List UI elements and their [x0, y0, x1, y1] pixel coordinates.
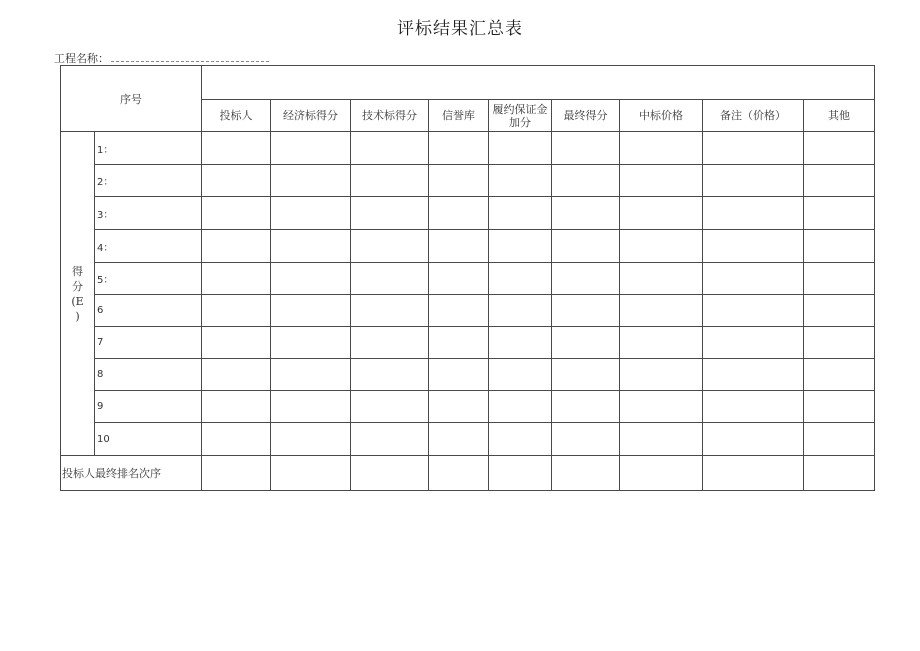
score-cell[interactable]	[271, 327, 351, 359]
column-header: 中标价格	[620, 100, 703, 132]
score-cell[interactable]	[202, 132, 271, 165]
column-header: 备注（价格）	[703, 100, 804, 132]
score-cell[interactable]	[429, 423, 489, 456]
score-cell[interactable]	[804, 230, 875, 263]
row-number: 10	[95, 423, 202, 456]
table-row	[61, 165, 875, 197]
score-cell[interactable]	[429, 230, 489, 263]
score-cell[interactable]	[620, 132, 703, 165]
score-cell[interactable]	[620, 165, 703, 197]
score-cell[interactable]	[620, 391, 703, 423]
score-cell[interactable]	[489, 391, 552, 423]
score-cell[interactable]	[703, 230, 804, 263]
score-cell[interactable]	[703, 423, 804, 456]
score-cell[interactable]	[489, 165, 552, 197]
score-cell[interactable]	[271, 391, 351, 423]
score-cell[interactable]	[804, 197, 875, 230]
score-cell[interactable]	[552, 197, 620, 230]
score-cell[interactable]	[552, 165, 620, 197]
project-name-field	[54, 50, 269, 66]
score-cell[interactable]	[489, 132, 552, 165]
score-cell[interactable]	[429, 263, 489, 295]
score-cell[interactable]	[351, 263, 429, 295]
seq-header: 序号	[61, 66, 202, 132]
score-cell[interactable]	[202, 165, 271, 197]
column-header: 履约保证金加分	[489, 100, 552, 132]
score-cell[interactable]	[620, 359, 703, 391]
score-cell[interactable]	[620, 295, 703, 327]
row-number: 4：	[95, 230, 202, 263]
table-row	[61, 132, 875, 165]
score-cell[interactable]	[271, 197, 351, 230]
score-group-label	[61, 132, 95, 456]
score-cell[interactable]	[202, 359, 271, 391]
score-cell[interactable]	[552, 359, 620, 391]
score-cell[interactable]	[271, 295, 351, 327]
score-cell[interactable]	[202, 263, 271, 295]
ranking-row	[61, 456, 875, 491]
column-header: 其他	[804, 100, 875, 132]
score-cell[interactable]	[429, 327, 489, 359]
score-cell[interactable]	[620, 197, 703, 230]
score-cell[interactable]	[202, 295, 271, 327]
score-cell[interactable]	[351, 391, 429, 423]
score-cell[interactable]	[703, 263, 804, 295]
score-cell[interactable]	[202, 197, 271, 230]
score-cell[interactable]	[351, 230, 429, 263]
column-header: 经济标得分	[271, 100, 351, 132]
ranking-cell[interactable]	[804, 456, 875, 491]
score-label-line: 得	[72, 264, 83, 278]
score-cell[interactable]	[703, 295, 804, 327]
table-row	[61, 391, 875, 423]
score-cell[interactable]	[351, 165, 429, 197]
score-cell[interactable]	[552, 263, 620, 295]
score-cell[interactable]	[202, 327, 271, 359]
column-header: 最终得分	[552, 100, 620, 132]
score-cell[interactable]	[429, 295, 489, 327]
score-cell[interactable]	[429, 132, 489, 165]
score-cell[interactable]	[489, 263, 552, 295]
header-blank-cell	[202, 66, 875, 100]
score-cell[interactable]	[804, 132, 875, 165]
score-cell[interactable]	[489, 423, 552, 456]
score-cell[interactable]	[351, 359, 429, 391]
score-cell[interactable]	[804, 391, 875, 423]
header-row-top	[61, 66, 875, 100]
score-cell[interactable]	[804, 295, 875, 327]
score-cell[interactable]	[489, 197, 552, 230]
table-row	[61, 359, 875, 391]
score-label-line: )	[75, 309, 80, 323]
score-cell[interactable]	[620, 327, 703, 359]
ranking-cell[interactable]	[429, 456, 489, 491]
ranking-label: 投标人最终排名次序	[61, 456, 202, 491]
score-cell[interactable]	[703, 132, 804, 165]
row-number: 1：	[95, 132, 202, 165]
table-row	[61, 295, 875, 327]
score-label-line: (E	[71, 294, 84, 308]
table-row	[61, 423, 875, 456]
score-cell[interactable]	[804, 165, 875, 197]
score-cell[interactable]	[804, 359, 875, 391]
ranking-cell[interactable]	[202, 456, 271, 491]
score-cell[interactable]	[202, 230, 271, 263]
row-number: 2：	[95, 165, 202, 197]
score-cell[interactable]	[552, 327, 620, 359]
score-cell[interactable]	[620, 230, 703, 263]
project-name-label: 工程名称：	[54, 52, 109, 65]
row-number: 9	[95, 391, 202, 423]
score-cell[interactable]	[202, 391, 271, 423]
score-cell[interactable]	[271, 263, 351, 295]
score-cell[interactable]	[703, 391, 804, 423]
score-cell[interactable]	[202, 423, 271, 456]
row-number: 8	[95, 359, 202, 391]
table-row	[61, 327, 875, 359]
row-number: 5：	[95, 263, 202, 295]
score-cell[interactable]	[429, 165, 489, 197]
score-cell[interactable]	[271, 165, 351, 197]
score-cell[interactable]	[271, 132, 351, 165]
score-cell[interactable]	[703, 197, 804, 230]
table-row	[61, 197, 875, 230]
row-number: 7	[95, 327, 202, 359]
project-name-underline	[111, 52, 269, 62]
score-cell[interactable]	[552, 132, 620, 165]
row-number: 3：	[95, 197, 202, 230]
score-cell[interactable]	[552, 391, 620, 423]
score-cell[interactable]	[620, 423, 703, 456]
page-title: 评标结果汇总表	[397, 19, 523, 39]
score-cell[interactable]	[351, 295, 429, 327]
score-cell[interactable]	[489, 359, 552, 391]
score-cell[interactable]	[271, 359, 351, 391]
score-cell[interactable]	[804, 423, 875, 456]
score-cell[interactable]	[271, 230, 351, 263]
score-cell[interactable]	[351, 423, 429, 456]
column-header: 投标人	[202, 100, 271, 132]
score-cell[interactable]	[804, 327, 875, 359]
evaluation-summary-table	[60, 65, 875, 491]
score-cell[interactable]	[804, 263, 875, 295]
ranking-cell[interactable]	[620, 456, 703, 491]
score-cell[interactable]	[620, 263, 703, 295]
column-header: 信誉库	[429, 100, 489, 132]
score-cell[interactable]	[429, 391, 489, 423]
score-cell[interactable]	[351, 197, 429, 230]
ranking-cell[interactable]	[489, 456, 552, 491]
score-cell[interactable]	[351, 327, 429, 359]
score-cell[interactable]	[429, 197, 489, 230]
score-cell[interactable]	[489, 327, 552, 359]
column-header: 技术标得分	[351, 100, 429, 132]
score-cell[interactable]	[489, 230, 552, 263]
score-cell[interactable]	[271, 423, 351, 456]
score-cell[interactable]	[703, 359, 804, 391]
row-number: 6	[95, 295, 202, 327]
score-cell[interactable]	[703, 327, 804, 359]
score-cell[interactable]	[703, 165, 804, 197]
ranking-cell[interactable]	[351, 456, 429, 491]
score-cell[interactable]	[552, 230, 620, 263]
score-cell[interactable]	[489, 295, 552, 327]
table-row	[61, 263, 875, 295]
score-cell[interactable]	[351, 132, 429, 165]
score-cell[interactable]	[552, 423, 620, 456]
ranking-cell[interactable]	[271, 456, 351, 491]
ranking-cell[interactable]	[552, 456, 620, 491]
score-cell[interactable]	[429, 359, 489, 391]
score-label-line: 分	[72, 279, 83, 293]
score-cell[interactable]	[552, 295, 620, 327]
ranking-cell[interactable]	[703, 456, 804, 491]
table-row	[61, 230, 875, 263]
